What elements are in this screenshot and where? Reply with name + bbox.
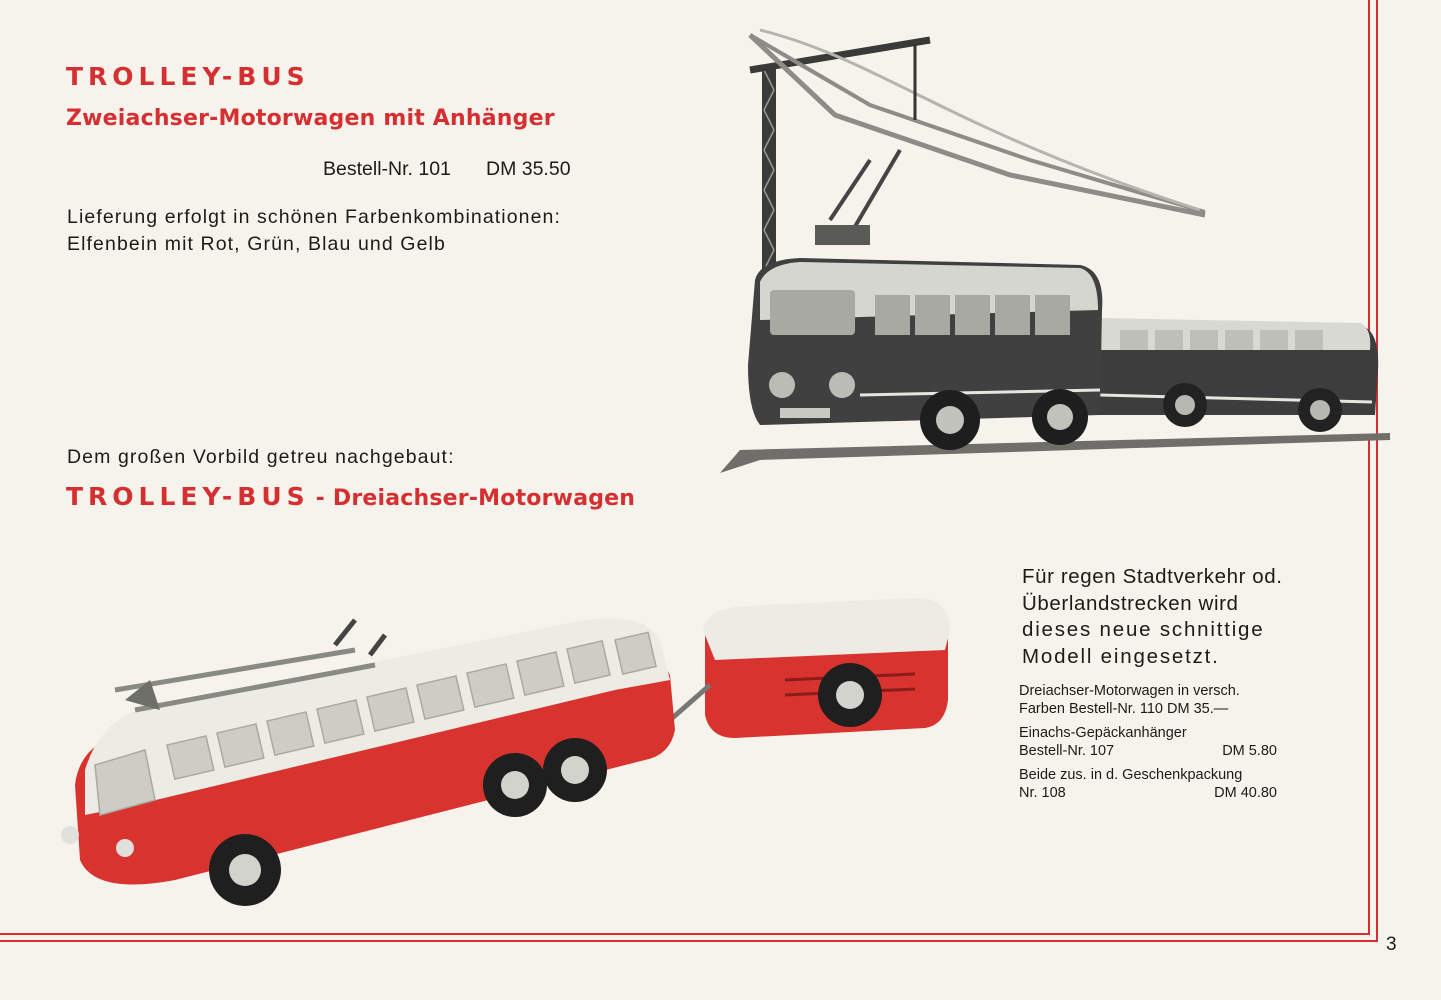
- top-description-line2: Elfenbein mit Rot, Grün, Blau und Gelb: [67, 233, 446, 255]
- right-description-line: Modell eingesetzt.: [1022, 644, 1220, 668]
- border-rule-bottom-inner: [0, 933, 1370, 935]
- price-list: [1019, 682, 1277, 802]
- price-item-order: Nr. 108: [1019, 785, 1066, 801]
- top-description: [67, 204, 561, 258]
- top-subtitle: Zweiachser-Motorwagen mit Anhänger: [66, 106, 555, 131]
- price-item-price: DM 40.80: [1214, 785, 1277, 801]
- top-description-line1: Lieferung erfolgt in schönen Farbenkombinationen:: [67, 206, 562, 228]
- price-item-price: DM 5.80: [1222, 743, 1277, 759]
- price-item: [1019, 766, 1277, 802]
- bottom-title-rest: - Dreiachser-Motorwagen: [315, 486, 636, 511]
- price-item-line1: Beide zus. in d. Geschenkpackung: [1019, 767, 1243, 783]
- price-item-order: Bestell-Nr. 107: [1019, 743, 1115, 759]
- top-title: TROLLEY-BUS: [66, 62, 310, 91]
- bottom-intro: Dem großen Vorbild getreu nachgebaut:: [67, 446, 455, 468]
- right-description-line: Überlandstrecken wird: [1022, 591, 1239, 615]
- bottom-title-caps: TROLLEY-BUS: [66, 482, 310, 511]
- bottom-bus-photo: [55, 590, 955, 920]
- right-description-line: Für regen Stadtverkehr od.: [1022, 565, 1283, 588]
- top-order-number: Bestell-Nr. 101: [323, 158, 451, 180]
- bottom-title: [66, 482, 635, 511]
- page-number: 3: [1386, 934, 1397, 955]
- border-rule-right-inner: [1368, 438, 1370, 935]
- price-item-line1: Einachs-Gepäckanhänger: [1019, 725, 1187, 741]
- top-price: DM 35.50: [486, 158, 571, 180]
- right-description: [1022, 564, 1283, 670]
- price-item-line1: Dreiachser-Motorwagen in versch.: [1019, 683, 1240, 699]
- border-rule-bottom-outer: [0, 940, 1378, 942]
- price-item: [1019, 724, 1277, 760]
- price-item: [1019, 682, 1277, 718]
- right-description-line: dieses neue schnittige: [1022, 618, 1265, 641]
- top-bus-photo: [700, 20, 1400, 500]
- price-item-order: Farben Bestell-Nr. 110 DM 35.—: [1019, 701, 1229, 717]
